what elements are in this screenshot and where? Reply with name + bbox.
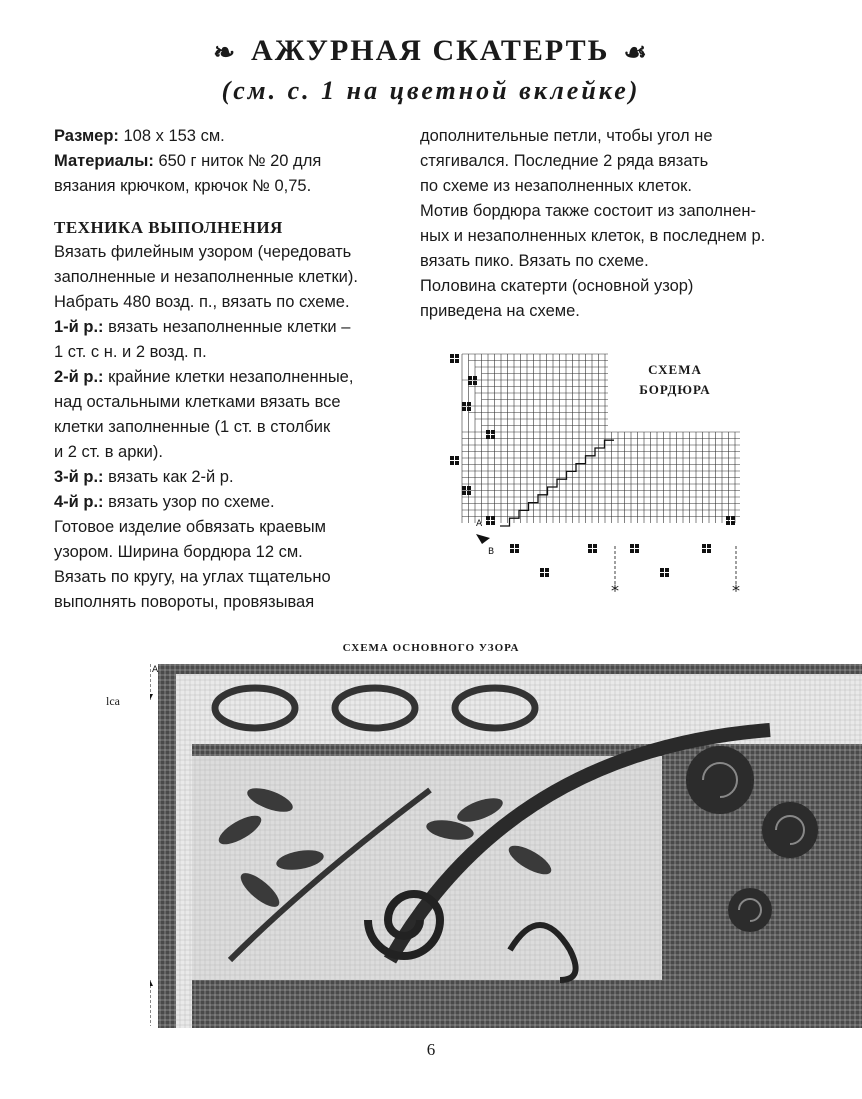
text-line: Мотив бордюра также состоит из заполнен- bbox=[420, 202, 756, 220]
text-line: и 2 ст. в арки). bbox=[54, 443, 163, 461]
text-line: Набрать 480 возд. п., вязать по схеме. bbox=[54, 293, 350, 311]
page-subtitle: (см. с. 1 на цветной вклейке) bbox=[221, 76, 641, 105]
text-line: вязать пико. Вязать по схеме. bbox=[420, 252, 649, 270]
text-line: стягивался. Последние 2 ряда вязать bbox=[420, 152, 709, 170]
border-chart-label bbox=[620, 360, 730, 400]
text-line: 4-й р.: вязать узор по схеме. bbox=[54, 493, 275, 511]
picot-block bbox=[486, 430, 495, 439]
text-label: Размер: bbox=[54, 127, 119, 145]
picot-block bbox=[510, 544, 519, 553]
text-line: дополнительные петли, чтобы угол не bbox=[420, 127, 713, 145]
text-line: Размер: 108 х 153 см. bbox=[54, 127, 225, 145]
title-text: АЖУРНАЯ СКАТЕРТЬ bbox=[251, 34, 610, 67]
text-line: над остальными клетками вязать все bbox=[54, 393, 341, 411]
rose-motif bbox=[762, 802, 818, 858]
picot-block bbox=[486, 516, 495, 525]
text-label: 2-й р.: bbox=[54, 368, 104, 386]
picot-block bbox=[468, 376, 477, 385]
border-diagonal bbox=[500, 440, 614, 526]
picot-block bbox=[726, 516, 735, 525]
section-heading: ТЕХНИКА ВЫПОЛНЕНИЯ bbox=[54, 218, 283, 237]
leaf-ornament-icon: ❧ bbox=[213, 38, 238, 68]
main-pattern-chart bbox=[150, 660, 862, 1030]
grid-overlay bbox=[158, 664, 862, 1028]
border-label-line1: СХЕМА bbox=[648, 362, 702, 377]
left-column bbox=[54, 124, 404, 615]
picot-block bbox=[630, 544, 639, 553]
star-marker: * bbox=[611, 581, 619, 596]
arrow-icon bbox=[476, 534, 490, 544]
picot-block bbox=[588, 544, 597, 553]
picot-block bbox=[462, 402, 471, 411]
text-line: 2-й р.: крайние клетки незаполненные, bbox=[54, 368, 354, 386]
border-label-line2: БОРДЮРА bbox=[639, 382, 711, 397]
picot-block bbox=[540, 568, 549, 577]
picot-block bbox=[660, 568, 669, 577]
arrow-down-icon bbox=[150, 694, 153, 700]
text-line: клетки заполненные (1 ст. в столбик bbox=[54, 418, 331, 436]
text-line: 1-й р.: вязать незаполненные клетки – bbox=[54, 318, 351, 336]
text-line: вязания крючком, крючок № 0,75. bbox=[54, 177, 312, 195]
text-label: 1-й р.: bbox=[54, 318, 104, 336]
text-line: приведена на схеме. bbox=[420, 302, 580, 320]
text-line: Вязать по кругу, на углах тщательно bbox=[54, 568, 331, 586]
rose-motif bbox=[686, 746, 754, 814]
text-line: заполненные и незаполненные клетки). bbox=[54, 268, 358, 286]
leaf-ornament-icon: ☙ bbox=[623, 38, 649, 68]
text-line: Готовое изделие обвязать краевым bbox=[54, 518, 326, 536]
text-line: узором. Ширина бордюра 12 см. bbox=[54, 543, 303, 561]
marker-a: A bbox=[152, 665, 159, 675]
text-line: Вязать филейным узором (чередовать bbox=[54, 243, 352, 261]
rose-motif bbox=[728, 888, 772, 932]
text-label: 4-й р.: bbox=[54, 493, 104, 511]
picot-block bbox=[702, 544, 711, 553]
picot-block bbox=[450, 456, 459, 465]
text-line: 3-й р.: вязать как 2-й р. bbox=[54, 468, 234, 486]
page-title bbox=[0, 34, 862, 68]
text-line: Материалы: 650 г ниток № 20 для bbox=[54, 152, 322, 170]
text-label: Материалы: bbox=[54, 152, 154, 170]
main-chart-label: СХЕМА ОСНОВНОГО УЗОРА bbox=[342, 642, 520, 654]
picot-block bbox=[450, 354, 459, 363]
text-line: ных и незаполненных клеток, в последнем р. bbox=[420, 227, 766, 245]
arrow-up-icon bbox=[150, 980, 153, 986]
text-label: 3-й р.: bbox=[54, 468, 104, 486]
text-line: 1 ст. с н. и 2 возд. п. bbox=[54, 343, 207, 361]
text-line: по схеме из незаполненных клеток. bbox=[420, 177, 692, 195]
marker-b: B bbox=[488, 547, 495, 557]
text-line: Половина скатерти (основной узор) bbox=[420, 277, 694, 295]
star-marker: * bbox=[732, 581, 740, 596]
text-line: выполнять повороты, провязывая bbox=[54, 593, 315, 611]
main-chart-side-label: lca bbox=[106, 694, 120, 708]
page-number: 6 bbox=[426, 1040, 436, 1059]
marker-a: A bbox=[476, 519, 483, 529]
right-column bbox=[420, 124, 790, 324]
